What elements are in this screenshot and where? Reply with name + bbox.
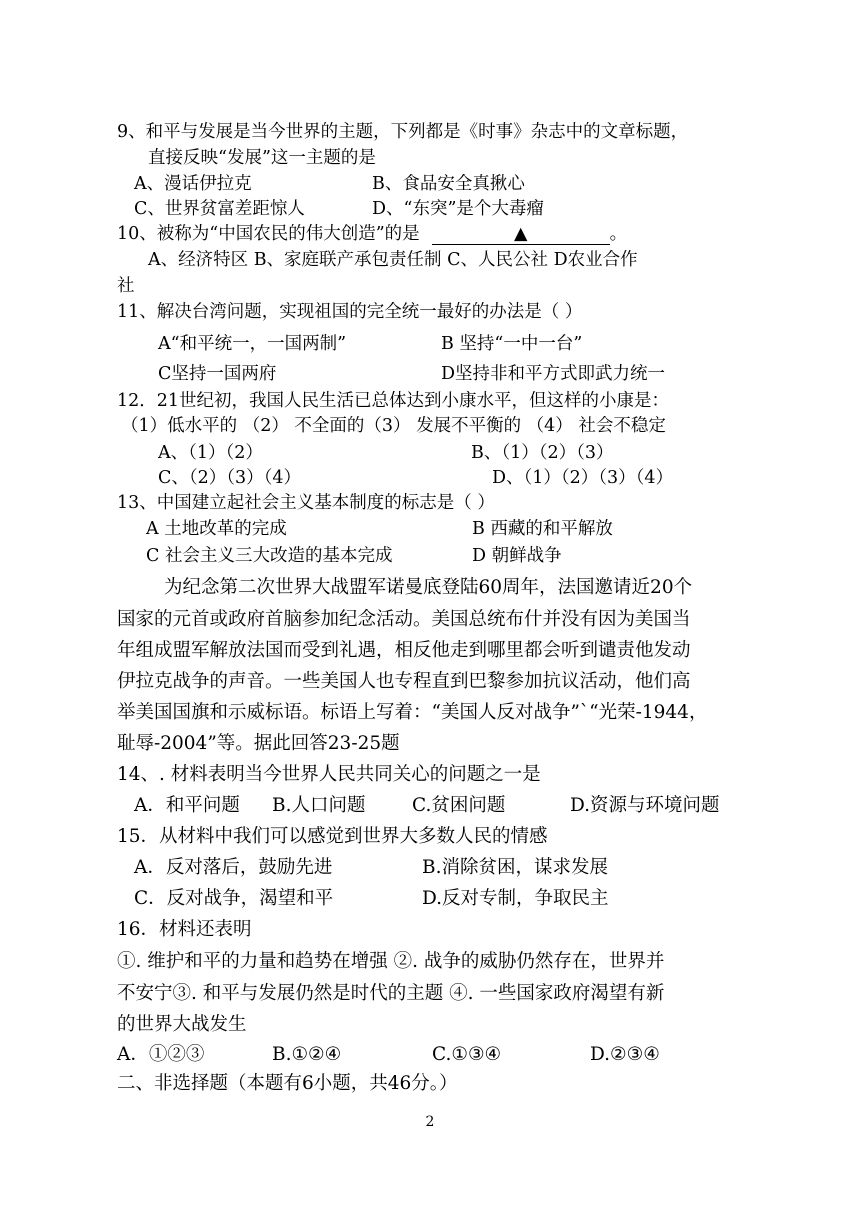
q13-option-a: A 土地改革的完成 <box>146 519 287 539</box>
q12-items: （1）低水平的 （2） 不全面的（3） 发展不平衡的 （4） 社会不稳定 <box>121 416 666 436</box>
q13-option-d: D 朝鲜战争 <box>472 546 562 566</box>
q12-option-c: C、（2）（3）（4） <box>158 468 302 488</box>
q9-option-c: C、世界贫富差距惊人 <box>134 199 305 219</box>
q9-stem-line2: 直接反映“发展”这一主题的是 <box>148 148 376 168</box>
q15-option-b: B.消除贫困，谋求发展 <box>422 857 608 878</box>
q10-stem <box>117 222 627 246</box>
q12-option-a: A、（1）（2） <box>158 443 263 463</box>
material-line-5: 举美国国旗和示威标语。标语上写着：“美国人反对战争”`“光荣-1944， <box>117 702 708 723</box>
q14-option-a: A．和平问题 <box>134 795 240 816</box>
q16-line-3: 的世界大战发生 <box>117 1014 247 1035</box>
q11-option-a: A“和平统一，一国两制” <box>158 334 347 354</box>
q10-options-wrap: 社 <box>117 276 135 296</box>
q11-option-c: C坚持一国两府 <box>158 364 277 384</box>
q9-option-d: D、“东突”是个大毒瘤 <box>372 199 544 219</box>
q9-option-b: B、食品安全真揪心 <box>372 174 525 194</box>
q10-options: A、经济特区 B、家庭联产承包责任制 C、人民公社 D农业合作 <box>148 250 638 270</box>
q12-option-d: D、（1）（2）（3）（4） <box>492 468 674 488</box>
material-line-1: 为纪念第二次世界大战盟军诺曼底登陆60周年，法国邀请近20个 <box>164 577 693 598</box>
q14-option-b: B.人口问题 <box>272 795 366 816</box>
q15-option-c: C．反对战争，渴望和平 <box>134 888 334 909</box>
q10-stem-text: 10、被称为“中国农民的伟大创造”的是 <box>117 224 420 244</box>
q15-option-d: D.反对专制，争取民主 <box>422 888 609 909</box>
q15-stem: 15．从材料中我们可以感觉到世界大多数人民的情感 <box>117 826 548 847</box>
q12-stem: 12．21世纪初，我国人民生活已总体达到小康水平，但这样的小康是： <box>117 391 670 411</box>
material-line-6: 耻辱-2004”等。据此回答23-25题 <box>117 733 400 754</box>
q15-option-a: A．反对落后，鼓励先进 <box>134 857 333 878</box>
q16-stem: 16．材料还表明 <box>117 919 252 940</box>
q13-option-c: C 社会主义三大改造的基本完成 <box>146 546 393 566</box>
q14-stem: 14、. 材料表明当今世界人民共同关心的问题之一是 <box>117 764 541 785</box>
q14-option-c: C.贫困问题 <box>412 795 506 816</box>
q16-line-1: ①. 维护和平的力量和趋势在增强 ②. 战争的威胁仍然存在，世界并 <box>117 951 665 972</box>
q14-option-d: D.资源与环境问题 <box>570 795 720 816</box>
q13-option-b: B 西藏的和平解放 <box>472 519 613 539</box>
q16-option-a: A．①②③ <box>117 1044 205 1065</box>
q16-line-2: 不安宁③. 和平与发展仍然是时代的主题 ④. 一些国家政府渴望有新 <box>117 983 665 1004</box>
q16-option-b: B.①②④ <box>272 1044 342 1065</box>
q11-stem: 11、解决台湾问题，实现祖国的完全统一最好的办法是（ ） <box>117 302 583 322</box>
material-line-4: 伊拉克战争的声音。一些美国人也专程直到巴黎参加抗议活动，他们高 <box>117 671 691 692</box>
section-heading: 二、非选择题（本题有6小题，共46分。） <box>117 1073 458 1094</box>
q10-answer-blank[interactable] <box>432 224 610 245</box>
q12-option-b: B、（1）（2）（3） <box>471 443 614 463</box>
q9-option-a: A、漫话伊拉克 <box>134 174 252 194</box>
q9-stem-line1: 9、和平与发展是当今世界的主题，下列都是《时事》杂志中的文章标题， <box>117 122 689 142</box>
q11-option-d: D坚持非和平方式即武力统一 <box>441 364 666 384</box>
q16-option-d: D.②③④ <box>590 1044 660 1065</box>
q11-option-b: B 坚持“一中一台” <box>441 334 583 354</box>
material-line-2: 国家的元首或政府首脑参加纪念活动。美国总统布什并没有因为美国当 <box>117 609 691 630</box>
q16-option-c: C.①③④ <box>432 1044 502 1065</box>
triangle-icon: ▲ <box>513 224 528 244</box>
q13-stem: 13、中国建立起社会主义基本制度的标志是（ ） <box>117 493 495 513</box>
page-number: 2 <box>425 1114 435 1130</box>
material-line-3: 年组成盟军解放法国而受到礼遇，相反他走到哪里都会听到谴责他发动 <box>117 640 691 661</box>
q10-stem-end: 。 <box>609 224 628 244</box>
